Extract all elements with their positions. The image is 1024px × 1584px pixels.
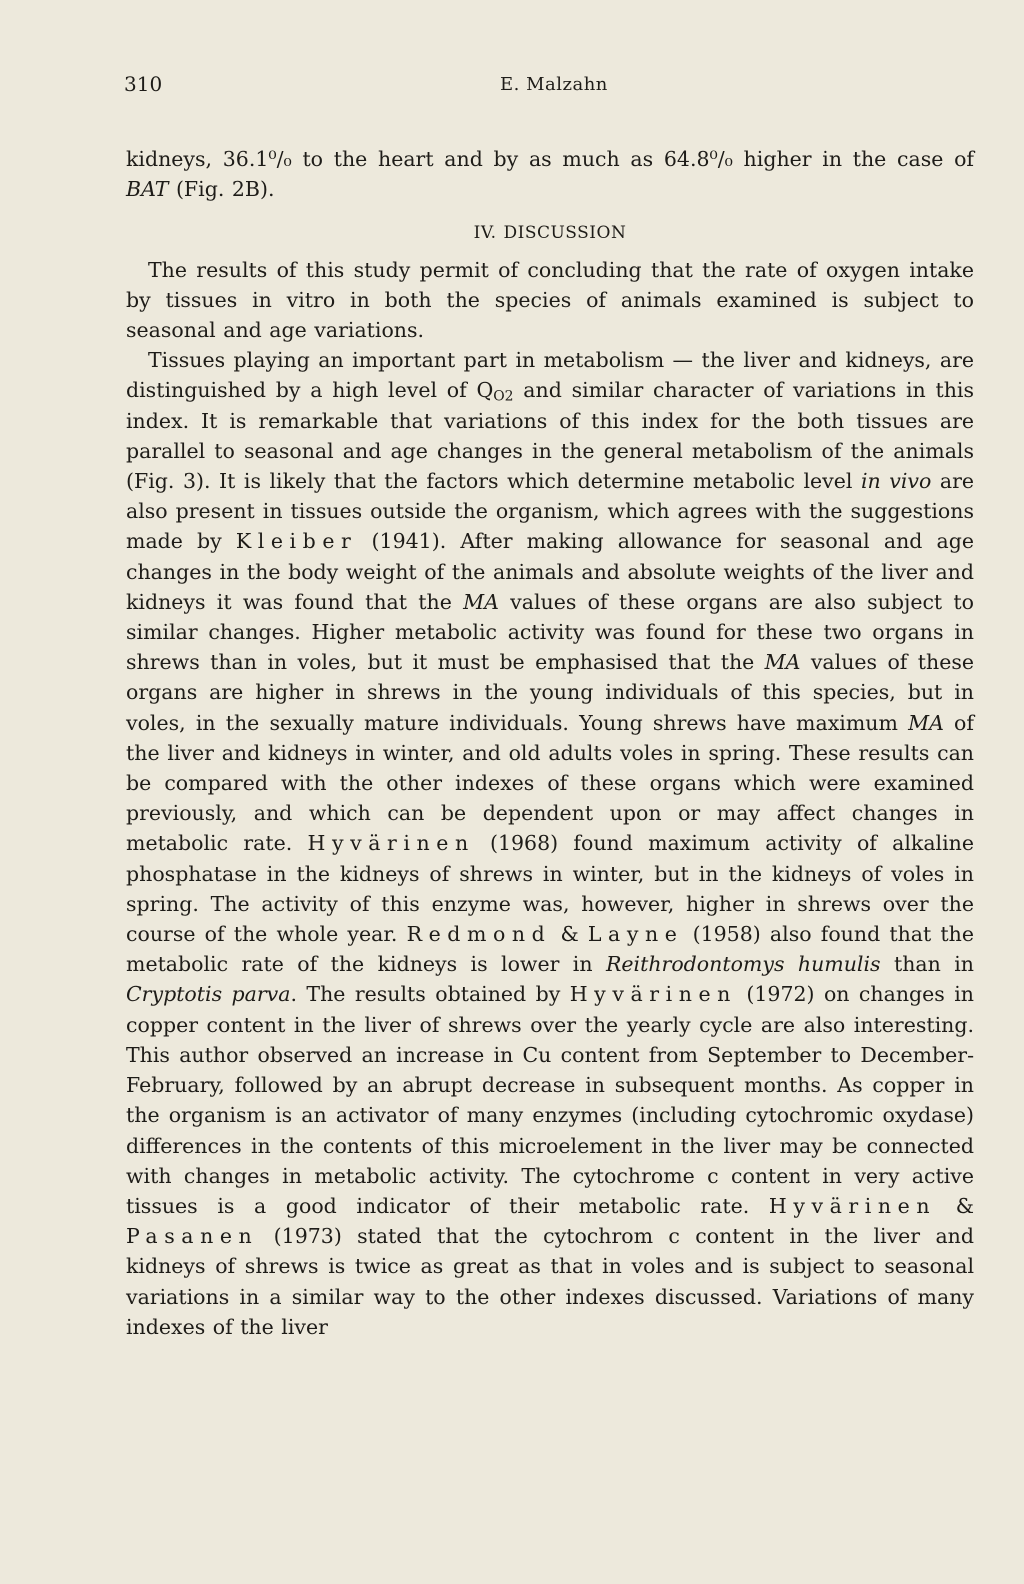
- section-heading: IV. DISCUSSION: [473, 223, 627, 244]
- author-citation: Hyvärinen: [768, 1193, 937, 1218]
- author-citation: Kleiber: [235, 529, 358, 554]
- species-name: Reithrodontomys humulis: [605, 952, 881, 977]
- species-name: Cryptotis parva: [126, 982, 291, 1007]
- body-text: [126, 144, 974, 1342]
- author-citation: Layne: [587, 922, 684, 947]
- running-head: E. Malzahn: [500, 74, 608, 95]
- author-citation: Pasanen: [126, 1224, 259, 1249]
- author-citation: Redmond: [406, 922, 552, 947]
- author-citation: Hyvärinen: [307, 831, 475, 856]
- page-number: 310: [124, 72, 163, 96]
- author-citation: Hyvärinen: [569, 982, 737, 1007]
- page-header: [124, 72, 974, 102]
- paragraph-continuation: kidneys, 36.1⁰/₀ to the heart and by as much as 64.8⁰/₀ higher in the case of BAT (Fig. 2B).: [126, 147, 974, 202]
- paragraph-1: The results of this study permit of concluding that the rate of oxygen intake by tissues in vitro in both the species of animals examined is subject to seasonal and age variations.: [126, 257, 974, 343]
- paragraph-2: Tissues playing an important part in metabolism — the liver and kidneys, are distinguished by a high level of $Q_{O2}$ and similar character of variations in this index. It is remarkable that variations of this index for the both tissues are parallel to seasonal and age changes in the general metabolism of the animals (Fig. 3). It is likely that the factors which determine metabolic level in vivo are also present in tissues outside the organism, which agrees with the suggestions made by Kleiber (1941). After making allowance for seasonal and age changes in the body weight of the animals and absolute weights of the liver and kidneys it was found that the MA values of these organs are also subject to similar changes. Higher metabolic activity was found for these two organs in shrews than in voles, but it must be emphasised that the MA values of these organs are higher in shrews in the young individuals of this species, but in voles, in the sexually mature individuals. Young shrews have maximum MA of the liver and kidneys in winter, and old adults voles in spring. These results can be compared with the other indexes of these organs which were examined previously, and which can be dependent upon or may affect changes in metabolic rate. Hyvärinen (1968) found maximum activity of alkaline phosphatase in the kidneys of shrews in winter, but in the kidneys of voles in spring. The activity of this enzyme was, however, higher in shrews over the course of the whole year. Redmond & Layne (1958) also found that the metabolic rate of the kidneys is lower in Reithrodontomys humulis than in Cryptotis parva. The results obtained by Hyvärinen (1972) on changes in copper content in the liver of shrews over the yearly cycle are also interesting. This author observed an increase in Cu content from September to December-February, followed by an abrupt decrease in subsequent months. As copper in the organism is an activator of many enzymes (including cytochromic oxydase) differences in the contents of this microelement in the liver may be connected with changes in metabolic activity. The cytochrome c content in very active tissues is a good indicator of their metabolic rate. Hyvärinen & Pasanen (1973) stated that the cytochrom c content in the liver and kidneys of shrews is twice as great as that in voles and is subject to seasonal variations in a similar way to the other indexes discussed. Variations of many indexes of the liver: [126, 348, 975, 1339]
